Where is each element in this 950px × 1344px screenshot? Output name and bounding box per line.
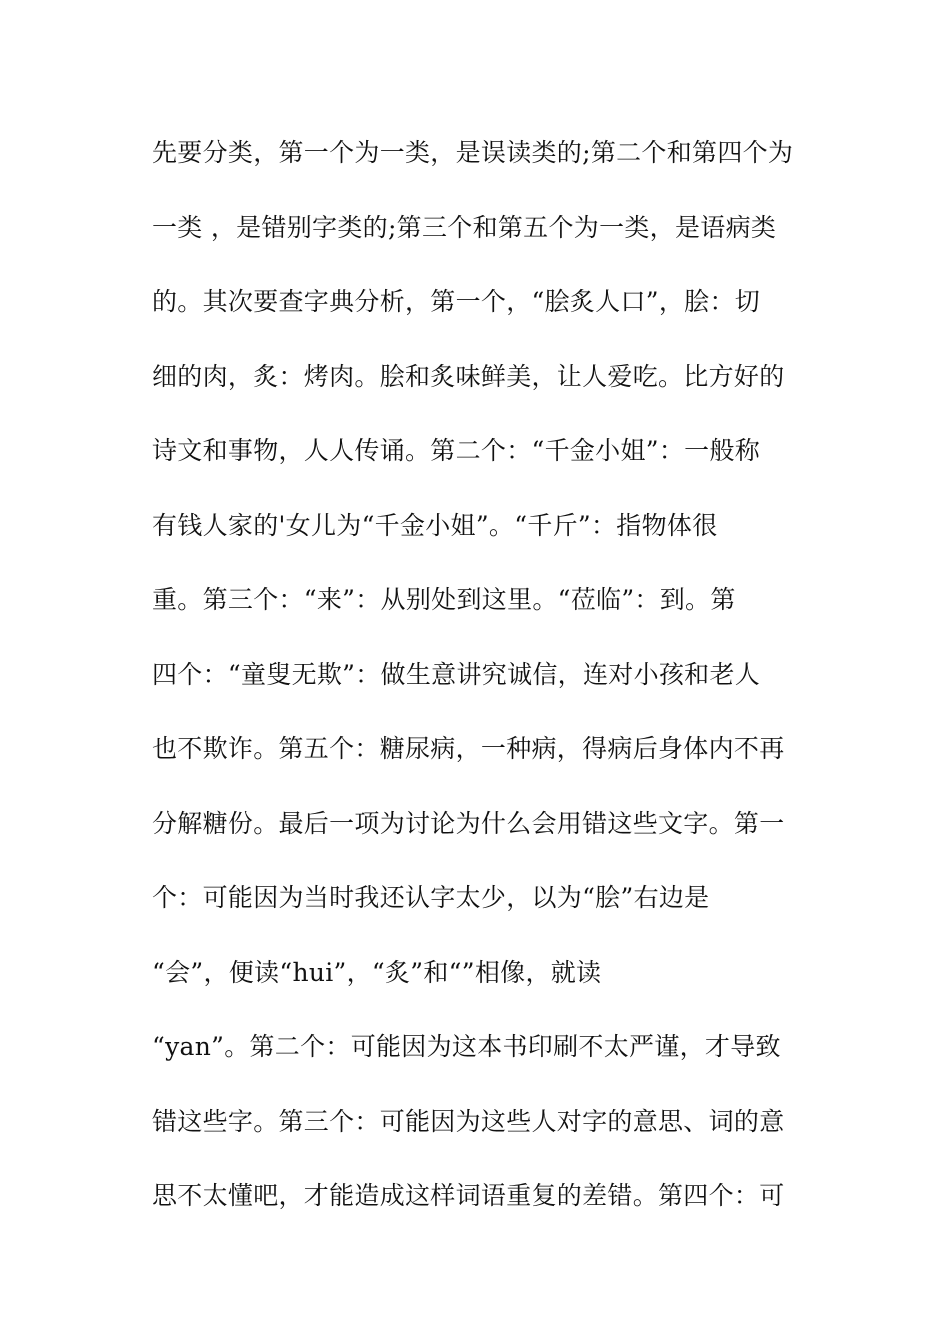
text-line: 有钱人家的'女儿为“千金小姐”。“千斤”：指物体很 <box>152 510 718 540</box>
text-line: 诗文和事物，人人传诵。第二个：“千金小姐”：一般称 <box>152 436 761 465</box>
text-line: 也不欺诈。第五个：糖尿病，一种病，得病后身体内不再 <box>152 734 785 763</box>
text-line: 的。其次要查字典分析，第一个，“脍炙人口”，脍：切 <box>152 287 761 316</box>
text-line: 一类 ，是错别字类的;第三个和第五个为一类，是语病类 <box>152 212 777 242</box>
text-line: 分解糖份。最后一项为讨论为什么会用错这些文字。第一 <box>152 808 785 838</box>
text-line: 错这些字。第三个：可能因为这些人对字的意思、词的意 <box>152 1106 785 1136</box>
text-line: “会”，便读“hui”，“炙”和“”相像，就读 <box>152 957 602 987</box>
text-line: 四个：“童叟无欺”：做生意讲究诚信，连对小孩和老人 <box>152 659 761 689</box>
text-line: 先要分类，第一个为一类，是误读类的;第二个和第四个为 <box>152 138 794 167</box>
body-text <box>152 128 812 1246</box>
text-line: 细的肉，炙：烤肉。脍和炙味鲜美，让人爱吃。比方好的 <box>152 361 785 391</box>
text-line: 重。第三个：“来”：从别处到这里。“莅临”：到。第 <box>152 585 736 614</box>
text-line: 个：可能因为当时我还认字太少，以为“脍”右边是 <box>152 883 710 912</box>
text-line: “yan”。第二个：可能因为这本书印刷不太严谨，才导致 <box>152 1032 781 1061</box>
text-line: 思不太懂吧，才能造成这样词语重复的差错。第四个：可 <box>152 1181 785 1210</box>
